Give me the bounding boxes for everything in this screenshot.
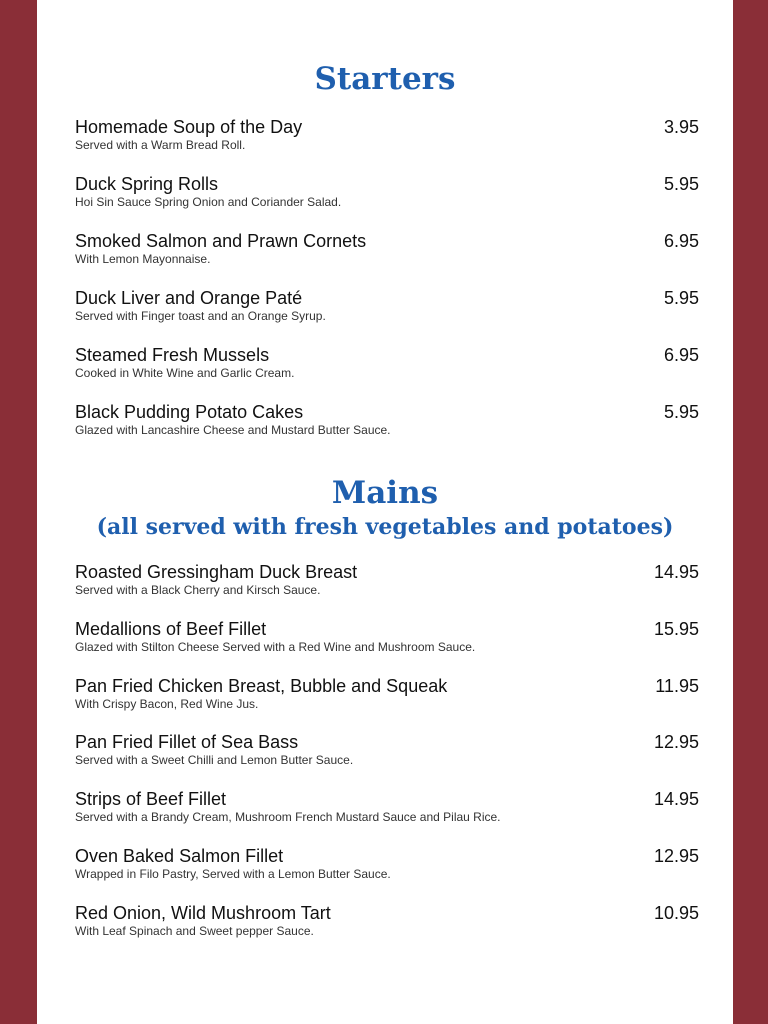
item-description: Cooked in White Wine and Garlic Cream. — [75, 366, 295, 380]
item-name: Black Pudding Potato Cakes — [75, 402, 304, 422]
item-name: Pan Fried Chicken Breast, Bubble and Squeak — [75, 675, 448, 696]
item-name: Duck Spring Rolls — [75, 174, 219, 194]
menu-item — [75, 789, 699, 846]
item-description: Served with a Warm Bread Roll. — [75, 138, 246, 152]
menu-item — [75, 288, 699, 345]
menu-item — [75, 117, 699, 174]
item-name: Pan Fried Fillet of Sea Bass — [75, 732, 299, 753]
menu-item — [75, 231, 699, 288]
item-price: 10.95 — [653, 902, 699, 923]
item-name: Steamed Fresh Mussels — [75, 345, 270, 365]
menu-page — [37, 0, 733, 1024]
item-name: Duck Liver and Orange Paté — [75, 288, 303, 308]
item-price: 5.95 — [663, 174, 699, 194]
item-description: Wrapped in Filo Pastry, Served with a Lemon Butter Sauce. — [75, 866, 391, 881]
mains-heading: Mains — [331, 475, 439, 511]
mains-list — [75, 562, 699, 960]
menu-item — [75, 846, 699, 903]
item-price: 12.95 — [653, 845, 699, 866]
item-price: 14.95 — [653, 789, 699, 810]
item-price: 5.95 — [663, 288, 699, 308]
menu-item — [75, 732, 699, 789]
item-price: 6.95 — [663, 345, 699, 365]
item-description: Served with a Black Cherry and Kirsch Sauce. — [75, 583, 321, 597]
item-description: With Crispy Bacon, Red Wine Jus. — [75, 696, 259, 711]
menu-item — [75, 402, 699, 459]
mains-subtitle: (all served with fresh vegetables and potatoes) — [96, 514, 674, 540]
item-description: Hoi Sin Sauce Spring Onion and Coriander Salad. — [75, 195, 342, 209]
menu-item — [75, 903, 699, 960]
item-name: Homemade Soup of the Day — [75, 117, 303, 137]
item-name: Red Onion, Wild Mushroom Tart — [75, 902, 331, 923]
item-name: Smoked Salmon and Prawn Cornets — [75, 231, 367, 251]
item-name: Strips of Beef Fillet — [75, 789, 227, 810]
item-price: 11.95 — [655, 675, 699, 696]
menu-item — [75, 345, 699, 402]
menu-item — [75, 676, 699, 733]
item-name: Oven Baked Salmon Fillet — [75, 845, 284, 866]
menu-item — [75, 562, 699, 619]
item-price: 6.95 — [663, 231, 699, 251]
item-name: Medallions of Beef Fillet — [75, 618, 267, 639]
item-price: 5.95 — [663, 402, 699, 422]
menu-item — [75, 619, 699, 676]
starters-heading: Starters — [314, 61, 456, 97]
item-price: 14.95 — [653, 562, 699, 582]
item-price: 3.95 — [663, 117, 699, 137]
item-price: 12.95 — [653, 732, 699, 753]
item-description: With Lemon Mayonnaise. — [75, 252, 211, 266]
item-description: Glazed with Stilton Cheese Served with a Red Wine and Mushroom Sauce. — [75, 639, 476, 654]
menu-item — [75, 174, 699, 231]
starters-list — [75, 117, 699, 459]
item-price: 15.95 — [653, 618, 699, 639]
item-name: Roasted Gressingham Duck Breast — [75, 562, 358, 582]
item-description: Served with a Brandy Cream, Mushroom French Mustard Sauce and Pilau Rice. — [75, 810, 501, 825]
item-description: Served with a Sweet Chilli and Lemon Butter Sauce. — [75, 753, 354, 768]
item-description: Glazed with Lancashire Cheese and Mustard Butter Sauce. — [75, 423, 391, 437]
item-description: Served with Finger toast and an Orange Syrup. — [75, 309, 326, 323]
item-description: With Leaf Spinach and Sweet pepper Sauce. — [75, 923, 314, 938]
